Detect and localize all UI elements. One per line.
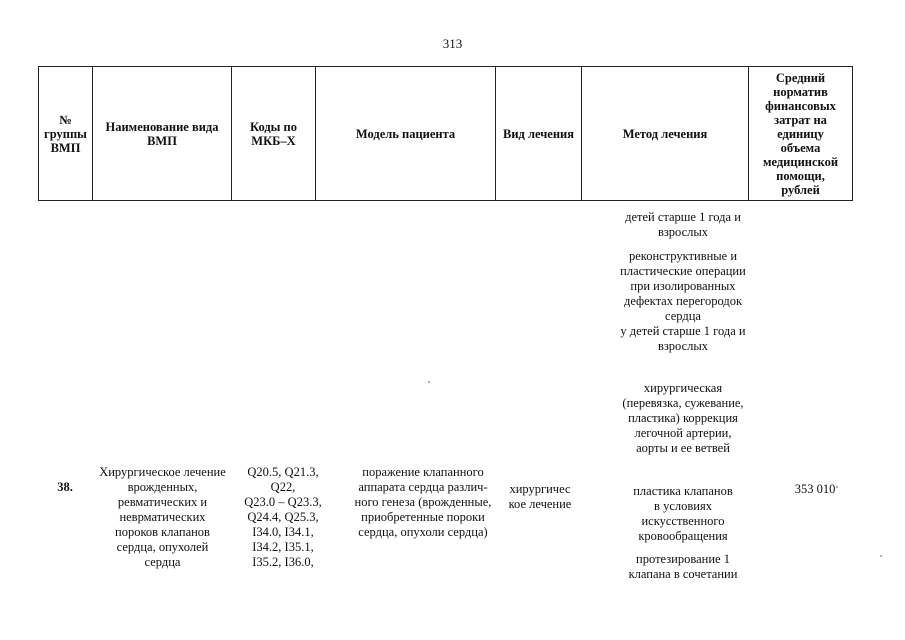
row-38-treatment-type: хирургичес кое лечение <box>508 482 572 511</box>
method-text-3: хирургическая (перевязка, сужевание, пластика) коррекция легочной артерии, аорты и ее ветвей <box>622 381 744 455</box>
scan-speck <box>428 381 430 383</box>
scan-speck <box>880 555 882 557</box>
method-text-5: протезирование 1 клапана в сочетании <box>628 552 738 581</box>
method-text-4: пластика клапанов в условиях искусственного кровообращения <box>633 484 733 543</box>
page-number: 313 <box>442 36 463 51</box>
row-38-number: 38. <box>57 480 73 494</box>
header-patient-model: Модель пациента <box>316 67 496 201</box>
row-38-patient-model: поражение клапанного аппарата сердца различ- ного генеза (врожденные, приобретенные пороки сердца, опухоли сердца) <box>354 465 492 539</box>
header-treatment-method: Метод лечения <box>582 67 749 201</box>
header-treatment-type: Вид лечения <box>496 67 582 201</box>
header-group-number: № группы ВМП <box>39 67 93 201</box>
row-38-vmp-name: Хирургическое лечение врожденных, ревматических и неврматических пороков клапанов сердца, опухолей сердца <box>99 465 226 569</box>
row-38-icd-codes: Q20.5, Q21.3, Q22, Q23.0 – Q23.3, Q24.4, Q25.3, I34.0, I34.1, I34.2, I35.1, I35.2, I36.0, <box>244 465 322 569</box>
header-icd-codes: Коды по МКБ–Х <box>232 67 316 201</box>
scan-speck <box>836 486 838 488</box>
table-header <box>38 66 853 201</box>
row-38-average-cost: 353 010 <box>794 482 836 496</box>
header-average-cost: Средний норматив финансовых затрат на единицу объема медицинской помощи, рублей <box>749 67 853 201</box>
header-vmp-name: Наименование вида ВМП <box>93 67 232 201</box>
method-text-1: детей старше 1 года и взрослых <box>625 210 741 239</box>
method-text-2: реконструктивные и пластические операции при изолированных дефектах перегородок сердца у детей старше 1 года и взрослых <box>620 249 746 353</box>
